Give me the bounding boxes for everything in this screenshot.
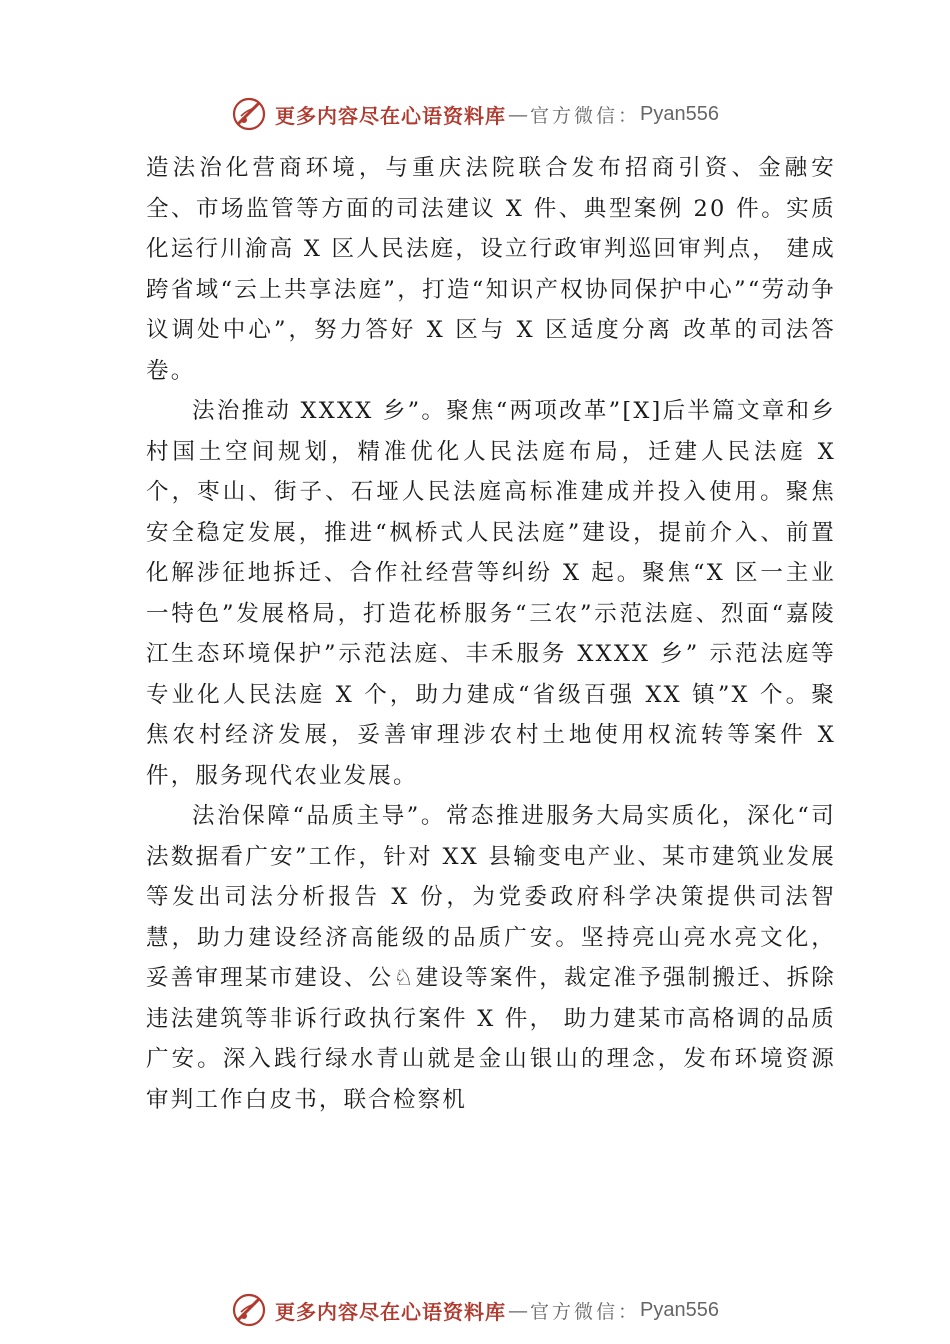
footer-watermark — [0, 1288, 950, 1332]
footer-wechat-label: 官方微信： — [530, 1300, 641, 1323]
footer-wechat-id: Pyan556 — [640, 1298, 719, 1321]
footer-brand: 更多内容尽在心语资料库 — [275, 1299, 506, 1324]
paragraph-1: 造法治化营商环境，与重庆法院联合发布招商引资、金融安全、市场监管等方面的司法建议 X 件、典型案例 20 件。实质化运行川渝高 X 区人民法庭，设立行政审判巡回审判点， 建成跨省域“云上共享法庭”，打造“知识产权协同保护中心”“劳动争议调处中心”，努力答好 X 区与 X 区适度分离 改革的司法答卷。 — [146, 155, 836, 384]
pen-logo-icon — [231, 1292, 267, 1328]
document-body — [146, 148, 836, 1120]
header-wechat-id: Pyan556 — [640, 102, 719, 125]
paragraph-2: 法治推动 XXXX 乡”。聚焦“两项改革”[X]后半篇文章和乡村国土空间规划，精准优化人民法庭布局，迁建人民法庭 X 个，枣山、街子、石垭人民法庭高标准建成并投入使用。聚焦安全稳定发展，推进“枫桥式人民法庭”建设，提前介入、前置化解涉征地拆迁、合作社经营等纠纷 X 起。聚焦“X 区一主业一特色”发展格局，打造花桥服务“三农”示范法庭、烈面“嘉陵江生态环境保护”示范法庭、丰禾服务 XXXX 乡” 示范法庭等专业化人民法庭 X 个，助力建成“省级百强 XX 镇”X 个。聚焦农村经济发展，妥善审理涉农村土地使用权流转等案件 X 件，服务现代农业发展。 — [146, 398, 836, 789]
header-wechat-label: 官方微信： — [530, 104, 641, 127]
header-watermark — [0, 92, 950, 136]
paragraph-3: 法治保障“品质主导”。常态推进服务大局实质化，深化“司法数据看广安”工作，针对 XX 县输变电产业、某市建筑业发展等发出司法分析报告 X 份，为党委政府科学决策提供司法智慧，助力建设经济高能级的品质广安。坚持亮山亮水亮文化，妥善审理某市建设、公♘建设等案件，裁定准予强制搬迁、拆除违法建筑等非诉行政执行案件 X 件， 助力建某市高格调的品质广安。深入践行绿水青山就是金山银山的理念，发布环境资源审判工作白皮书，联合检察机 — [146, 803, 836, 1113]
pen-logo-icon — [231, 96, 267, 132]
header-dash: — — [508, 102, 528, 126]
header-brand: 更多内容尽在心语资料库 — [275, 103, 506, 128]
footer-dash: — — [508, 1298, 528, 1322]
